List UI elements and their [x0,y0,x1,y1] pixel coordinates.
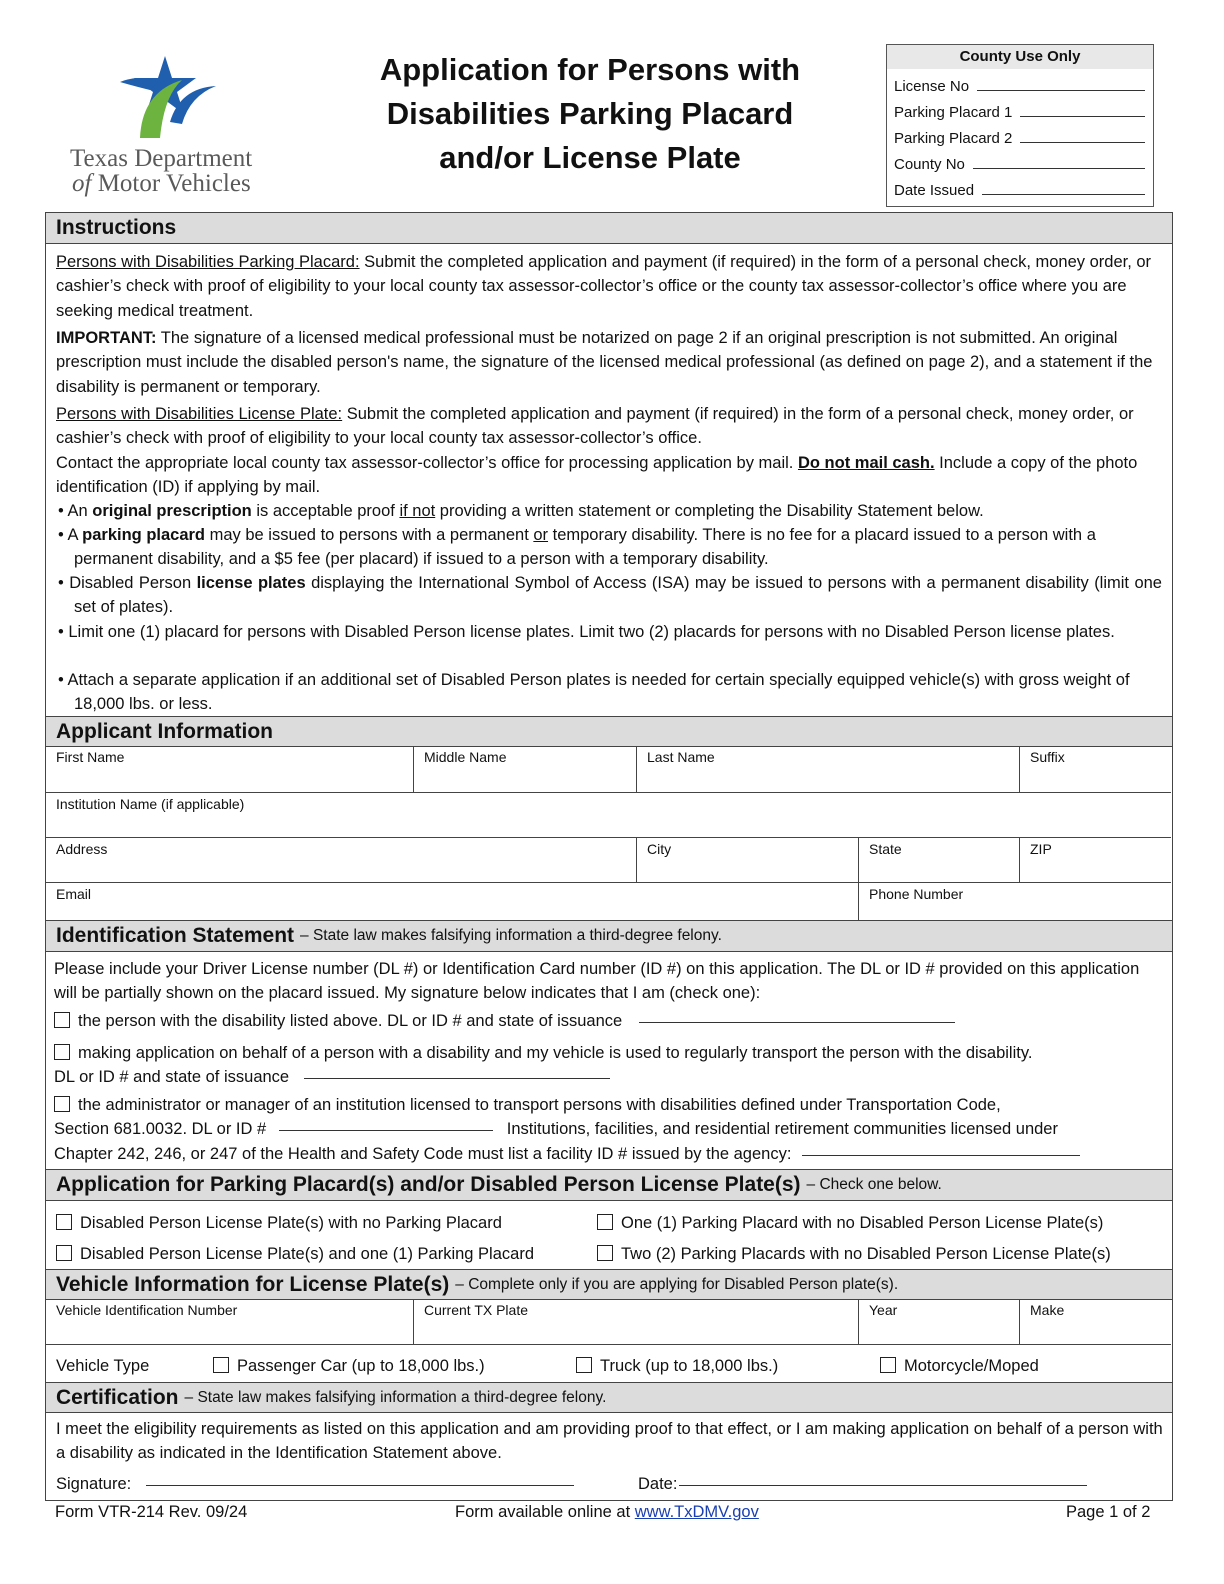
state-field[interactable]: State [859,838,1020,883]
instructions-bullet-3: • Disabled Person license plates displaying the International Symbol of Access (ISA) may be issued to persons with a permanent disability (limit one set of plates). [58,574,1162,617]
app-option-plates-no-placard[interactable]: Disabled Person License Plate(s) with no Parking Placard [56,1211,596,1235]
certification-text: I meet the eligibility requirements as listed on this application and am providing proof to that effect, or I am making application on behalf of a person with a disability as indicated in the Identification Statement above. [56,1420,1163,1463]
instructions-bullet-4: • Limit one (1) placard for persons with Disabled Person license plates. Limit two (2) placards for persons with no Disabled Person license plates. [58,623,1115,641]
app-plates-and-placard-checkbox[interactable] [56,1245,72,1261]
app-option-one-placard[interactable]: One (1) Parking Placard with no Disabled Person License Plate(s) [597,1211,1167,1235]
applicant-heading: Applicant Information [46,716,1172,747]
county-use-heading: County Use Only [887,45,1153,69]
instructions-important: IMPORTANT: The signature of a licensed medical professional must be notarized on page 2 if an original prescription is not submitted. An original prescription must include the disabled person's name, the signature of the licensed medical professional (as defined on page 2), and a statement if the disability is permanent or temporary. [56,329,1153,396]
application-heading: Application for Parking Placard(s) and/or Disabled Person License Plate(s) – Check one below. [46,1169,1172,1201]
id-person-dl-input[interactable] [639,1022,955,1023]
vehicle-type-row [56,1354,1164,1378]
form-body [45,212,1173,1501]
instructions-bullet-5: • Attach a separate application if an additional set of Disabled Person plates is needed for certain specially equipped vehicle(s) with gross weight of 18,000 lbs. or less. [58,671,1130,714]
id-option-person: the person with the disability listed above. DL or ID # and state of issuance [54,1009,1162,1033]
vehicle-type-truck[interactable]: Truck (up to 18,000 lbs.) [576,1354,778,1378]
phone-field[interactable]: Phone Number [869,886,964,902]
app-option-two-placards[interactable]: Two (2) Parking Placards with no Disabled Person License Plate(s) [597,1242,1167,1266]
instructions-heading: Instructions [46,212,1172,244]
county-field-date-issued[interactable]: Date Issued [887,173,1153,199]
form-number: Form VTR-214 Rev. 09/24 [55,1503,248,1521]
vehicle-heading: Vehicle Information for License Plate(s) – Complete only if you are applying for Disabled Person plate(s). [46,1269,1172,1300]
id-institution-dl-input[interactable] [279,1130,493,1131]
instructions-bullet-2: • A parking placard may be issued to persons with a permanent or temporary disability. There is no fee for a placard issued to a person with a permanent disability, and a $5 fee (per placard) if issued to a person with a temporary disability. [58,526,1096,569]
certification-heading: Certification – State law makes falsifying information a third-degree felony. [46,1382,1172,1413]
suffix-field[interactable]: Suffix [1020,746,1171,793]
county-field-placard-1[interactable]: Parking Placard 1 [887,95,1153,121]
make-field[interactable]: Make [1020,1299,1171,1345]
vehicle-type-motorcycle[interactable]: Motorcycle/Moped [880,1354,1039,1378]
county-field-license-no[interactable]: License No [887,69,1153,95]
id-person-checkbox[interactable] [54,1012,70,1028]
star-swoosh-icon [120,52,225,144]
city-field[interactable]: City [637,838,859,883]
signature-row: Signature: Date: [56,1472,1164,1496]
county-field-county-no[interactable]: County No [887,147,1153,173]
identification-intro: Please include your Driver License number (DL #) or Identification Card number (ID #) on this application. The DL or ID # provided on this application will be partially shown on the placard issued. My signature below indicates that I am (check one): [54,960,1140,1003]
app-one-placard-checkbox[interactable] [597,1214,613,1230]
facility-id-input[interactable] [802,1155,1080,1156]
zip-field[interactable]: ZIP [1020,838,1171,883]
first-name-field[interactable]: First Name [46,746,414,793]
id-behalf-dl-input[interactable] [304,1078,610,1079]
vehicle-type-label: Vehicle Type [56,1357,150,1375]
institution-name-field[interactable]: Institution Name (if applicable) [46,793,1171,838]
address-field[interactable]: Address [46,838,637,883]
agency-name-line2: of Motor Vehicles [72,170,251,197]
id-option-institution: the administrator or manager of an institution licensed to transport persons with disabilities defined under Transportation Code, Section 681.0032. DL or ID # Institutions, facilities, and residential retirement communities licensed under Chapter 242, 246, or 247 of the Health and Safety Code must list a facility ID # issued by the agency: [54,1093,1162,1166]
app-plates-no-placard-checkbox[interactable] [56,1214,72,1230]
app-option-plates-and-placard[interactable]: Disabled Person License Plate(s) and one (1) Parking Placard [56,1242,596,1266]
form-title: Application for Persons with Disabilities Parking Placard and/or License Plate [379,52,801,175]
vehicle-type-car[interactable]: Passenger Car (up to 18,000 lbs.) [213,1354,485,1378]
email-field[interactable]: Email [46,883,859,921]
id-option-behalf: making application on behalf of a person with a disability and my vehicle is used to regularly transport the person with the disability. DL or ID # and state of issuance [54,1044,1033,1087]
last-name-field[interactable]: Last Name [637,746,1020,793]
county-field-placard-2[interactable]: Parking Placard 2 [887,121,1153,147]
instructions-mail: Contact the appropriate local county tax assessor-collector’s office for processing application by mail. Do not mail cash. Include a copy of the photo identification (ID) if applying by mail. [56,454,1138,497]
id-behalf-checkbox[interactable] [54,1044,70,1060]
instructions-bullet-1: • An original prescription is acceptable proof if not providing a written statement or completing the Disability Statement below. [58,502,984,520]
app-two-placards-checkbox[interactable] [597,1245,613,1261]
identification-heading: Identification Statement – State law makes falsifying information a third-degree felony. [46,920,1172,952]
signature-input[interactable] [146,1485,574,1486]
vin-field[interactable]: Vehicle Identification Number [46,1299,414,1345]
instructions-plate: Persons with Disabilities License Plate: Submit the completed application and payment (if required) in the form of a personal check, money order, or cashier’s check with proof of eligibility to your local county tax assessor-collector’s office. [56,405,1134,448]
year-field[interactable]: Year [859,1299,1020,1345]
county-use-box [886,44,1154,207]
id-institution-checkbox[interactable] [54,1096,70,1112]
date-label: Date: [638,1472,1087,1496]
txdmv-link[interactable]: www.TxDMV.gov [634,1503,759,1521]
car-checkbox[interactable] [213,1357,229,1373]
instructions-placard: Persons with Disabilities Parking Placard: Submit the completed application and payment (if required) in the form of a personal check, money order, or cashier’s check with proof of eligibility to your local county tax assessor-collector’s office or the county tax assessor-collector’s office where you are seeking medical treatment. [56,253,1152,320]
form-available-text: Form available online at www.TxDMV.gov [455,1503,759,1521]
date-input[interactable] [679,1485,1087,1486]
motorcycle-checkbox[interactable] [880,1357,896,1373]
truck-checkbox[interactable] [576,1357,592,1373]
middle-name-field[interactable]: Middle Name [414,746,637,793]
current-plate-field[interactable]: Current TX Plate [414,1299,859,1345]
page-number: Page 1 of 2 [1066,1503,1151,1521]
txdmv-logo [62,52,282,202]
agency-name-line1: Texas Department [70,145,253,172]
